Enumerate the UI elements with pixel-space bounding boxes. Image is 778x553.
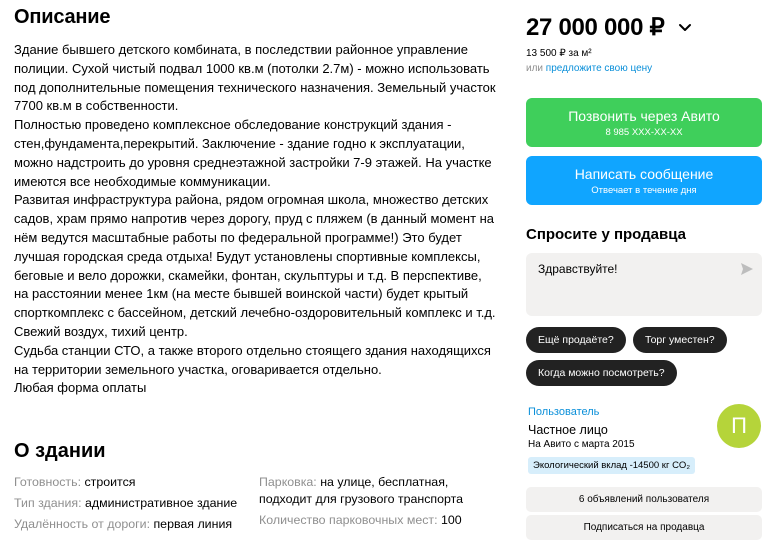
description-paragraph: Полностью проведено комплексное обследование конструкций здания - стен,фундамента,перекрытий. Заключение - здание годно к эксплуатации, можно надстроить до уровня среднеэтажной застройки 7-9 этажей. На участке имеются все необходимые коммуникации. — [14, 117, 492, 189]
about-building-title: О здании — [14, 440, 106, 462]
description-text — [14, 41, 499, 398]
ask-message-field[interactable] — [526, 253, 762, 316]
param-value: первая линия — [153, 517, 233, 531]
quick-question-chip[interactable]: Когда можно посмотреть? — [526, 360, 677, 386]
param-key: Парковка: — [259, 475, 317, 489]
param-parking — [259, 473, 448, 491]
param-key: Тип здания: — [14, 496, 82, 510]
param-value: строится — [84, 475, 136, 489]
quick-question-chip[interactable]: Ещё продаёте? — [526, 327, 626, 353]
description-paragraph: Развитая инфраструктура района, рядом огромная школа, множество детских садов, храм прямо напротив через дорогу, пруд с пляжем (в данный момент на нём ведутся масштабные работы по федеральной программе!) Это будет лучшая городская среда отдыха! Будут установлены спортивные комплексы, беговые и вело дорожки, скамейки, фонтан, скульптуры и т.д. В перспективе, на расстоянии менее 1км (на месте бывшей воинской части) будет крытый спорткомплекс с бассейном, детский лечебно-оздоровительный комплекс и т.д. — [14, 192, 496, 321]
seller-ads-button[interactable]: 6 объявлений пользователя — [526, 487, 762, 512]
param-parking-cont — [259, 490, 463, 508]
chevron-down-icon[interactable] — [678, 22, 692, 34]
seller-name-link[interactable]: Пользователь — [528, 406, 600, 418]
description-title: Описание — [14, 6, 111, 28]
ask-seller-title: Спросите у продавца — [526, 226, 686, 243]
param-value: на улице, бесплатная, — [320, 475, 449, 489]
description-paragraph: Судьба станции СТО, а также второго отдельно стоящего здания находящихся на территории земельного участка, оговаривается отдельно. — [14, 342, 491, 377]
param-value: подходит для грузового транспорта — [259, 492, 464, 506]
call-button[interactable] — [526, 98, 762, 147]
param-value: 100 — [441, 513, 462, 527]
message-button-sub: Отвечает в течение дня — [591, 185, 697, 196]
description-paragraph: Здание бывшего детского комбината, в последствии районное управление полиции. Сухой чистый подвал 1000 кв.м (потолки 2.7м) - можно использовать под дополнительные помещения технического назначения. Земельный участок 7700 кв.м в собственности. — [14, 42, 496, 114]
price-per-meter: 13 500 ₽ за м² — [526, 48, 592, 59]
eco-badge[interactable]: Экологический вклад -14500 кг CO₂ — [528, 457, 695, 474]
description-paragraph: Свежий воздух, тихий центр. — [14, 323, 188, 339]
offer-prefix: или — [526, 63, 544, 74]
subscribe-seller-button[interactable]: Подписаться на продавца — [526, 515, 762, 540]
price: 27 000 000 ₽ — [526, 14, 665, 41]
send-icon[interactable] — [740, 262, 754, 276]
offer-price-line — [526, 63, 652, 74]
param-value: административное здание — [85, 496, 238, 510]
message-button[interactable] — [526, 156, 762, 205]
seller-type: Частное лицо — [528, 423, 608, 437]
param-road-distance — [14, 515, 232, 533]
call-button-phone: 8 985 XXX-XX-XX — [605, 127, 683, 138]
ask-message-text[interactable]: Здравствуйте! — [538, 262, 618, 276]
param-readiness — [14, 473, 135, 491]
param-building-type — [14, 494, 237, 512]
param-key: Количество парковочных мест: — [259, 513, 438, 527]
offer-price-link[interactable]: предложите свою цену — [545, 63, 653, 74]
quick-question-chip[interactable]: Торг уместен? — [633, 327, 727, 353]
seller-since: На Авито с марта 2015 — [528, 439, 635, 450]
call-button-label: Позвонить через Авито — [568, 108, 720, 124]
description-paragraph: Любая форма оплаты — [14, 380, 147, 396]
param-key: Готовность: — [14, 475, 82, 489]
message-button-label: Написать сообщение — [574, 166, 714, 182]
param-key: Удалённость от дороги: — [14, 517, 151, 531]
param-parking-spots — [259, 511, 462, 529]
avatar[interactable]: П — [717, 404, 761, 448]
